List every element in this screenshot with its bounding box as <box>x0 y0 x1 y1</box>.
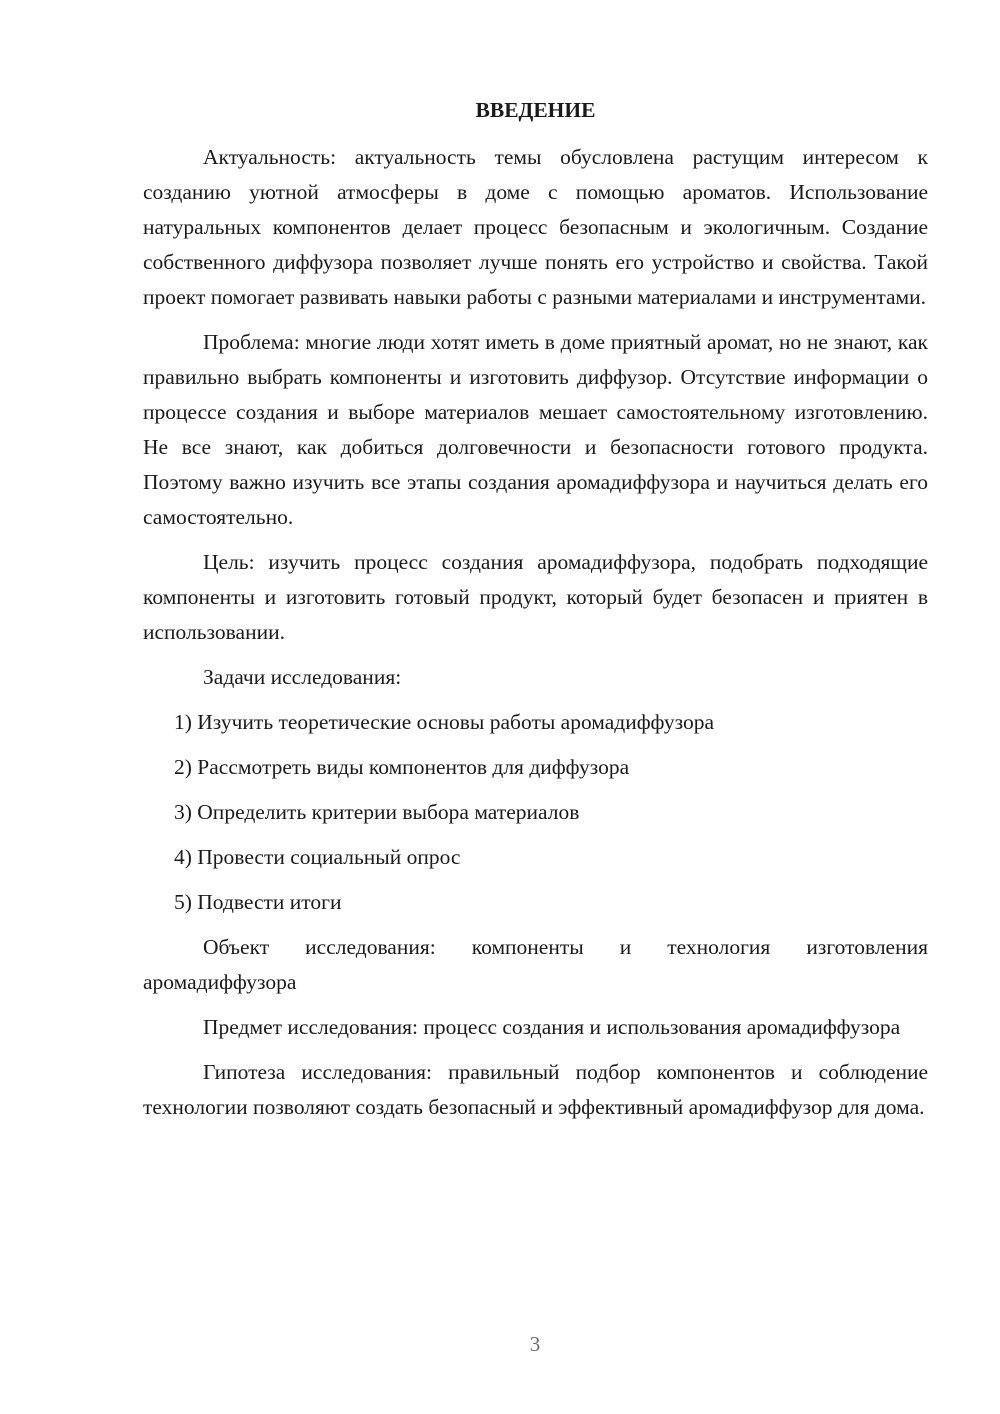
subject-paragraph: Предмет исследования: процесс создания и использования аромадиффузора <box>203 1015 901 1039</box>
tasks-heading: Задачи исследования: <box>203 665 402 689</box>
object-paragraph: Объект исследования: компоненты и технология изготовления аромадиффузора <box>143 935 928 994</box>
hypothesis-paragraph: Гипотеза исследования: правильный подбор компонентов и соблюдение технологии позволяют создать безопасный и эффективный аромадиффузор для дома. <box>143 1060 928 1119</box>
goal-paragraph: Цель: изучить процесс создания аромадиффузора, подобрать подходящие компоненты и изготовить готовый продукт, который будет безопасен и приятен в использовании. <box>143 550 928 644</box>
task-item: 5) Подвести итоги <box>174 890 342 914</box>
relevance-paragraph: Актуальность: актуальность темы обусловлена растущим интересом к созданию уютной атмосферы в доме с помощью ароматов. Использование натуральных компонентов делает процесс безопасным и экологичным. Создание собственного диффузора позволяет лучше понять его устройство и свойства. Такой проект помогает развивать навыки работы с разными материалами и инструментами. <box>143 145 928 309</box>
task-item: 2) Рассмотреть виды компонентов для диффузора <box>174 755 630 779</box>
document-page <box>143 93 928 1135</box>
tasks-list <box>143 705 928 920</box>
problem-paragraph: Проблема: многие люди хотят иметь в доме приятный аромат, но не знают, как правильно выбрать компоненты и изготовить диффузор. Отсутствие информации о процессе создания и выборе материалов мешает самостоятельному изготовлению. Не все знают, как добиться долговечности и безопасности готового продукта. Поэтому важно изучить все этапы создания аромадиффузора и научиться делать его самостоятельно. <box>143 330 928 529</box>
page-title: ВВЕДЕНИЕ <box>475 98 596 122</box>
task-item: 3) Определить критерии выбора материалов <box>174 800 580 824</box>
task-item: 1) Изучить теоретические основы работы аромадиффузора <box>174 710 715 734</box>
task-item: 4) Провести социальный опрос <box>174 845 461 869</box>
page-number: 3 <box>529 1332 541 1356</box>
